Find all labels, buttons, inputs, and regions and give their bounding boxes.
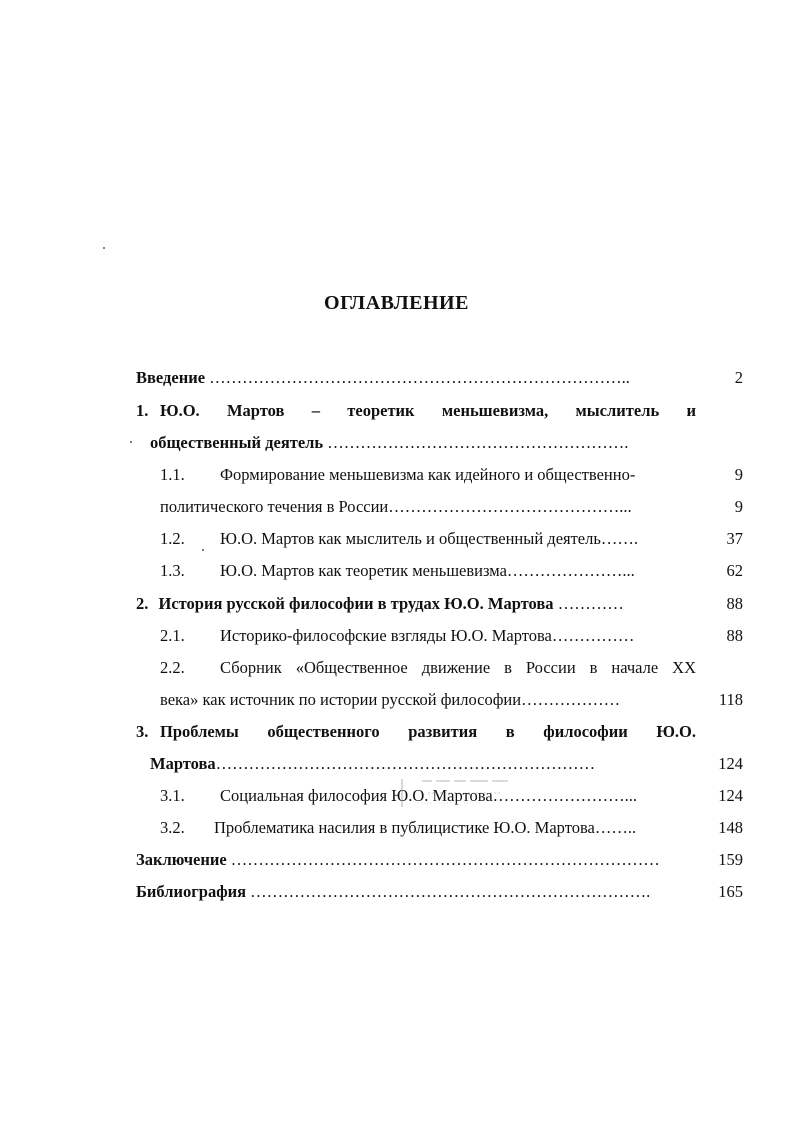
toc-page-number: 88 bbox=[726, 626, 743, 645]
toc-entry-conclusion[interactable] bbox=[0, 848, 793, 872]
toc-chapter-number: 2. bbox=[136, 594, 149, 613]
toc-section-number: 1.1. bbox=[160, 465, 185, 484]
toc-label: Ю.О. Мартов – теоретик меньшевизма, мыслитель и bbox=[160, 401, 696, 420]
scan-speck bbox=[202, 549, 204, 551]
toc-entry-1-3[interactable] bbox=[0, 559, 793, 583]
page-title: ОГЛАВЛЕНИЕ bbox=[324, 292, 469, 314]
toc-page-number: 62 bbox=[726, 561, 743, 580]
toc-entry-3-2[interactable] bbox=[0, 816, 793, 840]
toc-label: Ю.О. Мартов как теоретик меньшевизма…………………... bbox=[220, 561, 635, 580]
toc-entry-3-1[interactable] bbox=[0, 784, 793, 808]
toc-section-number: 2.1. bbox=[160, 626, 185, 645]
toc-label: Формирование меньшевизма как идейного и общественно- bbox=[220, 465, 636, 484]
toc-entry-chapter-3[interactable] bbox=[0, 720, 793, 744]
toc-entry-chapter-1[interactable] bbox=[0, 399, 793, 423]
scan-speck bbox=[130, 441, 132, 443]
toc-page-number: 124 bbox=[718, 786, 743, 805]
toc-leader: ………… bbox=[553, 594, 624, 613]
toc-label: политического течения в России……………………………………... bbox=[160, 497, 632, 516]
toc-chapter-number: 3. bbox=[136, 722, 149, 741]
toc-label: Социальная философия Ю.О. Мартова……………………... bbox=[220, 786, 638, 805]
scan-speck bbox=[103, 247, 105, 249]
toc-entry-bibliography[interactable] bbox=[0, 880, 793, 904]
toc-label: Ю.О. Мартов как мыслитель и общественный деятель……. bbox=[220, 529, 639, 548]
toc-entry-1-1-cont[interactable] bbox=[0, 495, 793, 519]
toc-label: Проблемы общественного развития в философии Ю.О. bbox=[160, 722, 696, 741]
toc-section-number: 2.2. bbox=[160, 658, 185, 677]
toc-page-number: 124 bbox=[718, 754, 743, 773]
toc-entry-chapter-2[interactable] bbox=[0, 592, 793, 616]
library-stamp-image bbox=[398, 773, 538, 813]
toc-page-number: 37 bbox=[726, 529, 743, 548]
toc-section-number: 3.1. bbox=[160, 786, 185, 805]
toc-page-number: 9 bbox=[734, 465, 743, 484]
toc-page-number: 2 bbox=[734, 368, 743, 387]
toc-chapter-number: 1. bbox=[136, 401, 149, 420]
toc-page-number: 165 bbox=[718, 882, 743, 901]
toc-entry-introduction[interactable] bbox=[0, 366, 793, 390]
toc-label: века» как источник по истории русской философии……………… bbox=[160, 690, 621, 709]
toc-section-number: 3.2. bbox=[160, 818, 185, 837]
toc-section-number: 1.2. bbox=[160, 529, 185, 548]
toc-page-number: 159 bbox=[718, 850, 743, 869]
toc-entry-1-1[interactable] bbox=[0, 463, 793, 487]
toc-leader: ………………………………………………………………. bbox=[246, 882, 651, 901]
toc-label: Проблематика насилия в публицистике Ю.О. Мартова…….. bbox=[214, 818, 637, 837]
toc-label: Введение bbox=[136, 368, 206, 387]
toc-entry-2-2[interactable] bbox=[0, 656, 793, 680]
toc-page-number: 9 bbox=[734, 497, 743, 516]
toc-label: Библиография bbox=[136, 882, 247, 901]
toc-leader: ………………………………………………. bbox=[323, 433, 629, 452]
toc-leader: …………………………………………………………………… bbox=[226, 850, 660, 869]
toc-section-number: 1.3. bbox=[160, 561, 185, 580]
toc-entry-2-2-cont[interactable] bbox=[0, 688, 793, 712]
toc-entry-chapter-3-cont[interactable] bbox=[0, 752, 793, 776]
toc-page-number: 148 bbox=[718, 818, 743, 837]
toc-page-number: 88 bbox=[726, 594, 743, 613]
toc-page-number: 118 bbox=[718, 690, 743, 709]
toc-label: Историко-философские взгляды Ю.О. Мартова…………… bbox=[220, 626, 635, 645]
toc-leader: …………………………………………………………… bbox=[215, 754, 596, 773]
toc-label: Сборник «Общественное движение в России в начале XX bbox=[220, 658, 696, 677]
toc-entry-1-2[interactable] bbox=[0, 527, 793, 551]
toc-entry-chapter-1-cont[interactable] bbox=[0, 431, 793, 455]
toc-label: Мартова bbox=[150, 754, 216, 773]
toc-label: История русской философии в трудах Ю.О. Мартова bbox=[158, 594, 554, 613]
toc-label: Заключение bbox=[136, 850, 227, 869]
toc-entry-2-1[interactable] bbox=[0, 624, 793, 648]
toc-label: общественный деятель bbox=[150, 433, 324, 452]
toc-leader: ………………………………………………………………….. bbox=[205, 368, 630, 387]
